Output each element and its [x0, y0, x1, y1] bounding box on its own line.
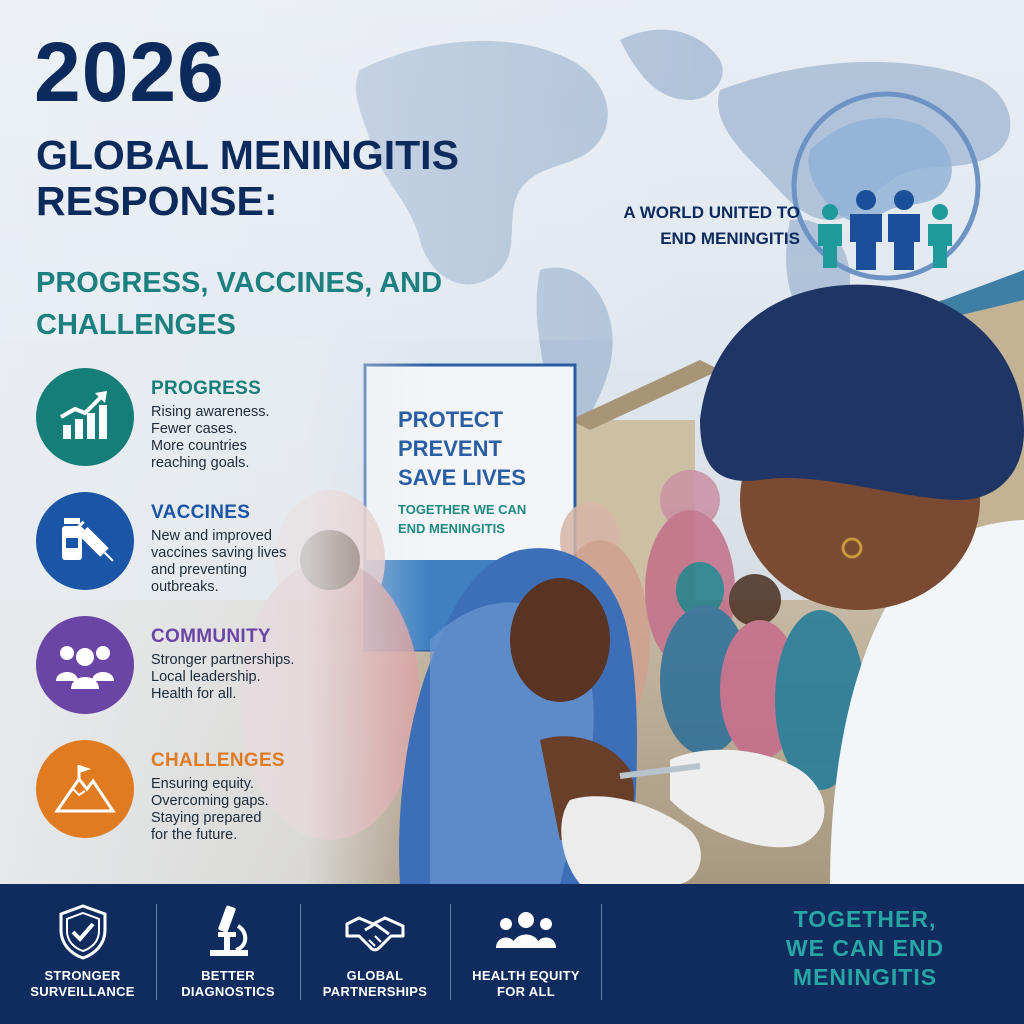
feature-challenges — [36, 740, 366, 850]
bottom-item-label: GLOBAL PARTNERSHIPS — [322, 968, 428, 999]
globe-people-logo-icon — [794, 94, 978, 278]
people-group-icon — [494, 902, 558, 962]
feature-description: Rising awareness. Fewer cases. More countries reaching goals. — [151, 404, 270, 471]
feature-community — [36, 616, 366, 726]
banner-sub-text — [398, 500, 526, 538]
bottom-item-diagnostics — [157, 884, 299, 1024]
banner-line: SAVE LIVES — [398, 465, 526, 490]
bottom-item-surveillance — [10, 884, 155, 1024]
feature-description: Stronger partnerships. Local leadership. Health for all. — [151, 652, 295, 702]
banner-main-text — [398, 405, 526, 492]
bottom-slogan: TOGETHER, WE CAN END MENINGITIS — [785, 906, 945, 990]
feature-title: CHALLENGES — [151, 750, 285, 771]
feature-title: PROGRESS — [151, 378, 262, 399]
divider — [601, 904, 602, 1000]
microscope-icon — [198, 902, 258, 962]
world-united-tagline: A WORLD UNITED TO END MENINGITIS — [623, 203, 800, 248]
bottom-item-label: BETTER DIAGNOSTICS — [181, 968, 275, 999]
shield-check-icon — [53, 902, 113, 962]
banner-line: PREVENT — [398, 436, 502, 461]
feature-description: Ensuring equity. Overcoming gaps. Staying prepared for the future. — [151, 776, 269, 843]
feature-title: VACCINES — [151, 502, 251, 523]
banner-line: PROTECT — [398, 407, 504, 432]
feature-description: New and improved vaccines saving lives and preventing outbreaks. — [151, 528, 287, 595]
banner-sub-line: END MENINGITIS — [398, 521, 505, 536]
banner-sub-line: TOGETHER WE CAN — [398, 502, 527, 517]
feature-vaccines — [36, 492, 366, 602]
bottom-item-partnerships — [301, 884, 449, 1024]
mountain-flag-icon — [36, 740, 134, 838]
feature-progress — [36, 368, 366, 478]
bottom-item-equity — [451, 884, 601, 1024]
growth-chart-icon — [36, 368, 134, 466]
community-people-icon — [36, 616, 134, 714]
handshake-icon — [345, 902, 405, 962]
headline-title: GLOBAL MENINGITIS RESPONSE: — [36, 132, 459, 224]
bottom-item-label: HEALTH EQUITY FOR ALL — [472, 968, 580, 999]
feature-title: COMMUNITY — [151, 626, 271, 647]
bottom-item-label: STRONGER SURVEILLANCE — [30, 968, 135, 999]
headline-subtitle: PROGRESS, VACCINES, AND CHALLENGES — [36, 267, 443, 341]
vaccine-vial-syringe-icon — [36, 492, 134, 590]
headline-year: 2026 — [34, 25, 225, 119]
